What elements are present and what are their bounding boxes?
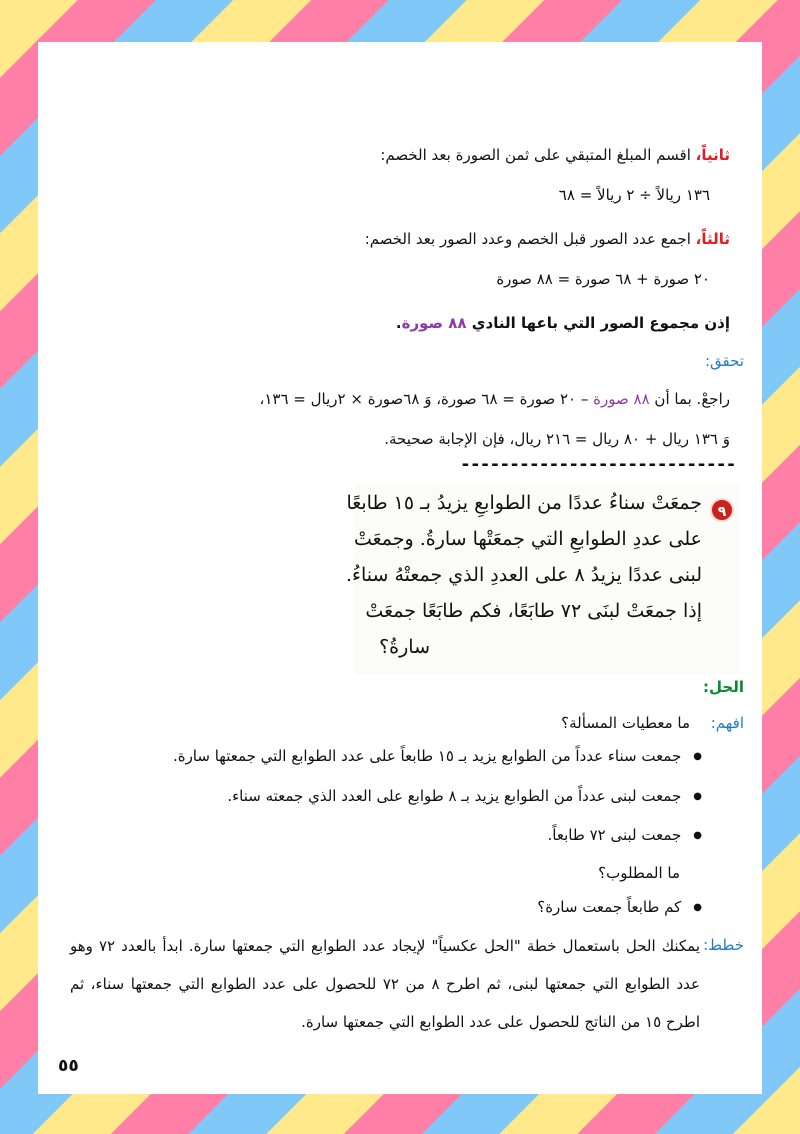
given-item-3: ● جمعت لبنى ٧٢ طابعاً. bbox=[548, 824, 702, 849]
plan-label: خطط: bbox=[703, 936, 744, 954]
verify-line-1-end: – ٢٠ صورة = ٦٨ صورة، وَ ٦٨صورة × ٢ريال = ١٣٦، bbox=[259, 390, 594, 408]
problem-box bbox=[346, 484, 740, 674]
verify-line-1-start: راجعْ. بما أن bbox=[649, 390, 730, 408]
step-two bbox=[380, 144, 730, 166]
problem-line-5: سارةُ؟ bbox=[379, 636, 430, 658]
problem-line-3: لبنى عددًا يزيدُ ٨ على العددِ الذي جمعتْهُ سناءُ. bbox=[346, 564, 702, 586]
problem-line-2: على عددِ الطوابعِ التي جمعَتْها سارةُ. وجمعَتْ bbox=[353, 528, 702, 550]
step-three-equation: ٢٠ صورة + ٦٨ صورة = ٨٨ صورة bbox=[496, 270, 710, 288]
conclusion bbox=[396, 312, 730, 334]
understand-question: ما معطيات المسألة؟ bbox=[561, 714, 690, 732]
verify-line-2: وَ ١٣٦ ريال + ٨٠ ريال = ٢١٦ ريال، فإن الإجابة صحيحة. bbox=[384, 430, 730, 448]
step-two-text: اقسم المبلغ المتبقي على ثمن الصورة بعد الخصم: bbox=[380, 146, 696, 164]
required-item: ● كم طابعاً جمعت سارة؟ bbox=[537, 896, 702, 921]
step-two-label: ثانياً، bbox=[695, 146, 730, 164]
separator: ---------------------------- bbox=[460, 454, 736, 475]
given-item-1: ● جمعت سناء عدداً من الطوابع يزيد بـ ١٥ طابعاً على عدد الطوابع التي جمعتها سارة. bbox=[173, 745, 702, 770]
problem-number-badge: ٩ bbox=[710, 498, 734, 522]
conclusion-end: . bbox=[395, 314, 402, 332]
page-number: ٥٥ bbox=[58, 1056, 79, 1076]
problem-line-1: جمعَتْ سناءُ عددًا من الطوابعِ يزيدُ بـ ١٥ طابعًا bbox=[346, 492, 702, 514]
understand-label: افهم: bbox=[710, 714, 744, 732]
step-three-text: اجمع عدد الصور قبل الخصم وعدد الصور بعد الخصم: bbox=[364, 230, 696, 248]
verify-line-1-value: ٨٨ صورة bbox=[593, 390, 650, 408]
verify-line-1 bbox=[260, 388, 730, 410]
step-two-equation: ١٣٦ ريالاً ÷ ٢ ريالاً = ٦٨ bbox=[558, 186, 710, 204]
conclusion-text: إذن مجموع الصور التي باعها النادي bbox=[466, 314, 730, 332]
problem-line-4: إذا جمعَتْ لبنَى ٧٢ طابَعًا، فكم طابَعًا جمعَتْ bbox=[365, 600, 702, 622]
conclusion-value: ٨٨ صورة bbox=[401, 314, 467, 332]
solution-label: الحل: bbox=[703, 678, 744, 696]
required-question: ما المطلوب؟ bbox=[598, 864, 680, 882]
step-three bbox=[365, 228, 730, 250]
verify-label: تحقق: bbox=[704, 352, 744, 370]
given-item-2: ● جمعت لبنى عدداً من الطوابع يزيد بـ ٨ طوابع على العدد الذي جمعته سناء. bbox=[227, 785, 702, 810]
plan-text: يمكنك الحل باستعمال خطة "الحل عكسياً" لإيجاد عدد الطوابع التي جمعتها سارة. ابدأ بالعدد ٧٢ وهو عدد الطوابع التي جمعتها لبنى، ثم اطرح ٨ من ٧٢ للحصول على عدد الطوابع التي جمعتها سناء، ثم اطرح ١٥ من الناتج للحصول على عدد الطوابع التي جمعتها سارة. bbox=[70, 937, 701, 1031]
step-three-label: ثالثاً، bbox=[695, 230, 730, 248]
